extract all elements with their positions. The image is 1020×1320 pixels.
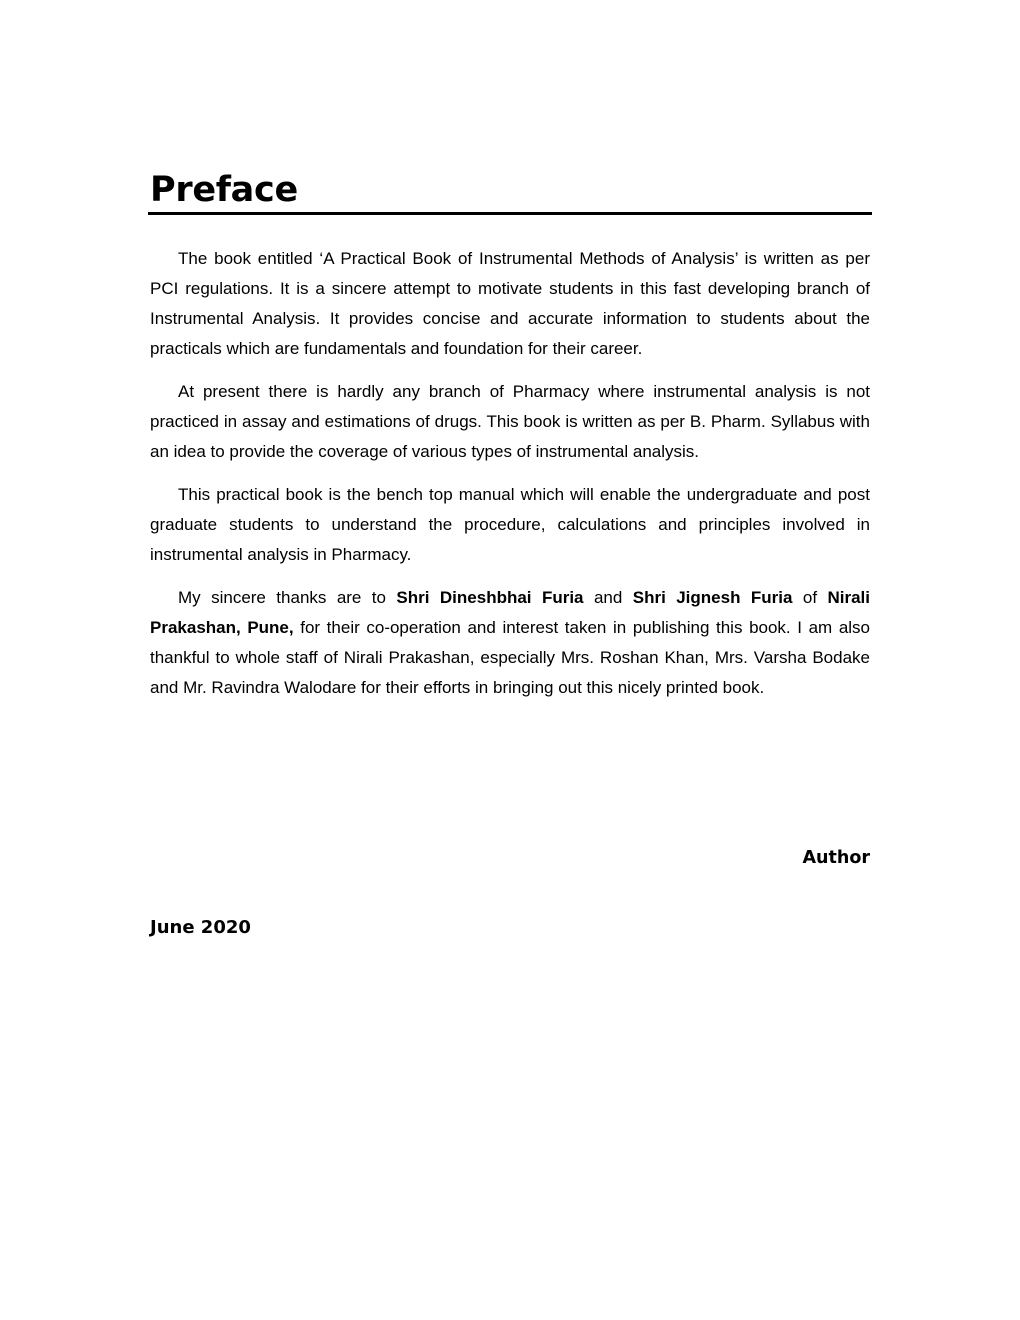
preface-date: June 2020 [150,917,251,938]
ack-name-1: Shri Dineshbhai Furia [396,588,584,607]
author-signature: Author [802,848,870,868]
page-title: Preface [150,170,298,210]
paragraph-acknowledgements [150,583,870,703]
ack-name-2: Shri Jignesh Furia [632,588,793,607]
ack-text-1: My sincere thanks are to [178,588,397,607]
paragraph-scope: At present there is hardly any branch of Pharmacy where instrumental analysis is not practiced in assay and estimations of drugs. This book is written as per B. Pharm. Syllabus with an idea to provide the coverage of various types of instrumental analysis. [150,382,870,461]
ack-text-4: for their co-operation and interest taken in publishing this book. I am also thankful to whole staff of Nirali Prakashan, especially Mrs. Roshan Khan, Mrs. Varsha Bodake and Mr. Ravindra Walodare for their efforts in bringing out this nicely printed book. [150,618,870,697]
paragraph-purpose: This practical book is the bench top manual which will enable the undergraduate and post graduate students to understand the procedure, calculations and principles involved in instrumental analysis in Pharmacy. [150,485,870,564]
preface-body [148,244,870,703]
ack-text-3: of [792,588,828,607]
paragraph-intro: The book entitled ‘A Practical Book of Instrumental Methods of Analysis’ is written as per PCI regulations. It is a sincere attempt to motivate students in this fast developing branch of Instrumental Analysis. It provides concise and accurate information to students about the practicals which are fundamentals and foundation for their career. [150,249,870,358]
ack-publisher: Nirali Prakashan, Pune, [150,588,871,637]
preface-page [148,168,872,716]
ack-text-2: and [583,588,633,607]
title-underline [148,212,872,215]
